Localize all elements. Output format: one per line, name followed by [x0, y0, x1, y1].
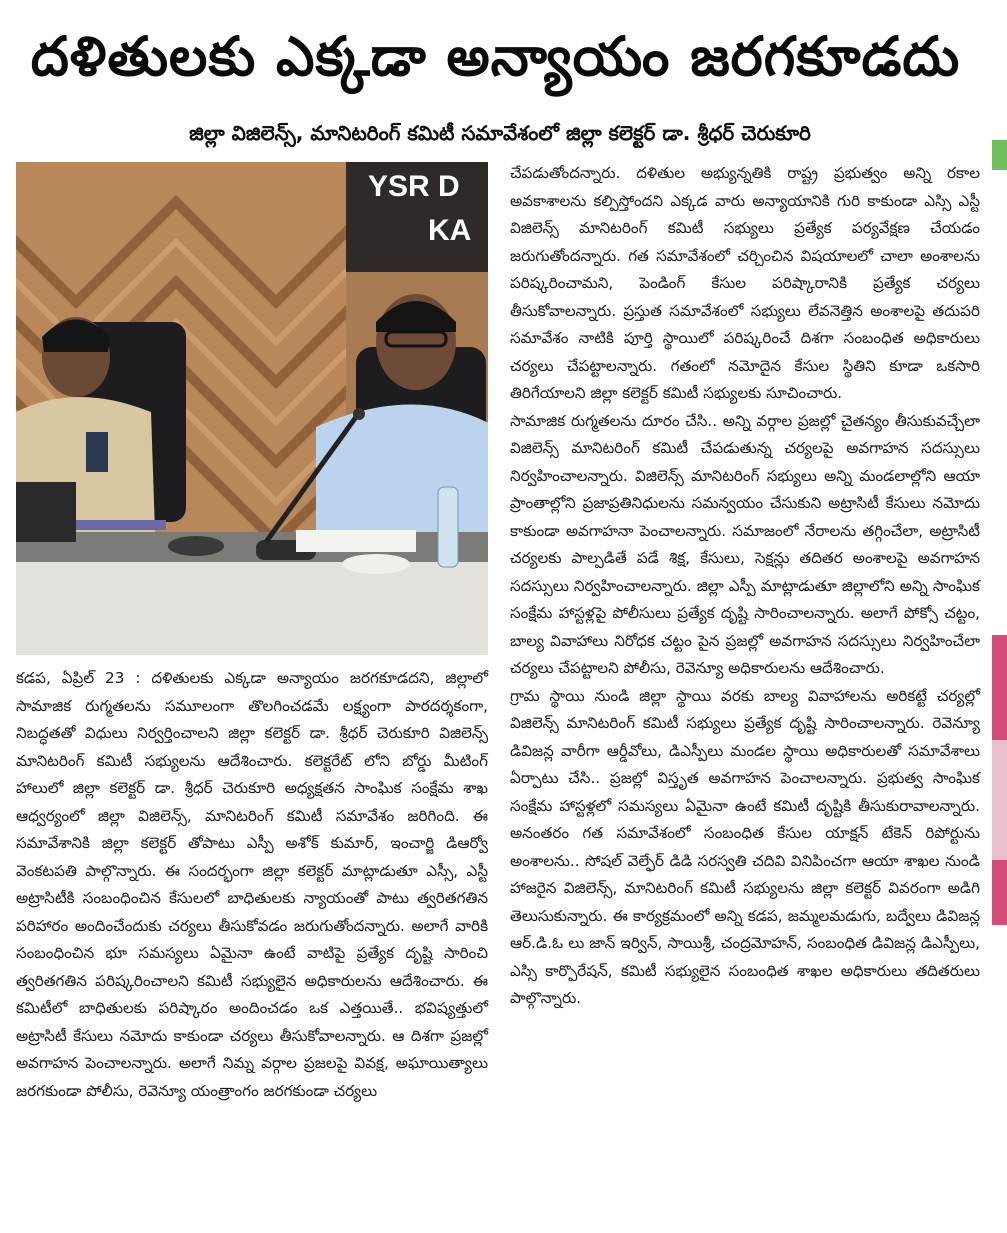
wall-sign-line1: YSR D — [368, 170, 460, 203]
subheadline: జిల్లా విజిలెన్స్, మానిటరింగ్ కమిటీ సమావేశంలో జిల్లా కలెక్టర్ డా. శ్రీధర్ చెరుకూరి — [189, 121, 811, 145]
adjacent-article-edge — [992, 140, 1007, 1230]
news-photo — [16, 162, 488, 655]
article-paragraph: చేపడుతోందన్నారు. దళితుల అభ్యున్నతికి రాష్ట్ర ప్రభుత్వం అన్ని రకాల అవకాశాలను కల్పిస్తోందని ఎక్కడ వారు అన్యాయానికి గురి కాకుండా ఎస్సి ఎస్టీ విజిలెన్స్ మానిటరింగ్ కమిటీ సభ్యులు ప్రత్యేక పర్యవేక్షణ చేయడం జరుగుతోందన్నారు. గత సమావేశంలో చర్చించిన విషయాలలో చాలా అంశాలను పరిష్కరించామని, పెండింగ్ కేసుల పరిష్కారానికి ప్రత్యేక చర్యలు తీసుకోవాలన్నారు. ప్రస్తుత సమావేశంలో సభ్యులు లేవనెత్తిన అంశాలపై తదుపరి సమావేశం నాటికి పూర్తి స్థాయిలో పరిష్కరించే దిశగా సంబంధిత అధికారులు చర్యలు చేపట్టాలన్నారు. గతంలో నమోదైన కేసుల స్థితిని కూడా ఒకసారి తిరిగేయాలని జిల్లా కలెక్టర్ కమిటీ సభ్యులకు సూచించారు. — [510, 164, 980, 402]
headline: దళితులకు ఎక్కడా అన్యాయం జరగకూడదు — [30, 25, 961, 88]
article-column-right — [510, 160, 980, 1225]
article-paragraph: గ్రామ స్థాయి నుండి జిల్లా స్థాయి వరకు బాల్య వివాహాలను అరికట్టే చర్యల్లో విజిలెన్స్ మానిటరింగ్ కమిటీ సభ్యులు ప్రత్యేక దృష్టి సారించాలన్నారు. రెవెన్యూ డివిజన్ల వారీగా ఆర్డీవోలు, డిఎస్పీలు మండల స్థాయి అధికారులతో సమావేశాలు ఏర్పాటు చేసి.. ప్రజల్లో విస్తృత అవగాహన పెంచాలన్నారు. ప్రభుత్వ సాంఘిక సంక్షేమ హాస్టళ్లలో సమస్యలు ఏమైనా ఉంటే కమిటీ దృష్టికి తీసుకురావాలన్నారు. అనంతరం గత సమావేశంలో సంబంధిత కేసుల యాక్షన్ టేకెన్ రిపోర్టును అంశాలను.. సోషల్ వెల్ఫేర్ డిడి సరస్వతి చదివి వినిపించగా ఆయా శాఖల నుండి హాజరైన విజిలెన్స్, మానిటరింగ్ కమిటీ సభ్యులను జిల్లా కలెక్టర్ వివరంగా అడిగి తెలుసుకున్నారు. ఈ కార్యక్రమంలో అన్ని కడప, జమ్మలమడుగు, బద్వేలు డివిజన్ల ఆర్.డి.ఓ లు జాన్ ఇర్విన్, సాయిశ్రీ, చంద్రమోహన్, సంబంధిత డివిజన్ల డిఎస్పీలు, ఎస్సి కార్పొరేషన్, కమిటీ సభ్యులైన సంబంధిత శాఖల అధికారులు తదితరులు పాల్గొన్నారు. — [510, 686, 980, 1007]
article-paragraph: కడప, ఏప్రిల్ 23 : దళితులకు ఎక్కడా అన్యాయం జరగకూడదని, జిల్లాలో సామాజిక రుగ్మతలను సమూలంగా తొలగించడమే లక్ష్యంగా పారదర్శకంగా, నిబద్ధతతో విధులు నిర్వర్తించాలని జిల్లా కలెక్టర్ డా. శ్రీధర్ చెరుకూరి విజిలెన్స్ మానిటరింగ్ కమిటీ సభ్యులను ఆదేశించారు. కలెక్టరేట్ లోని బోర్డు మీటింగ్ హాలులో జిల్లా కలెక్టర్ డా. శ్రీధర్ చెరుకూరి అధ్యక్షతన సాంఘిక సంక్షేమ శాఖ ఆధ్వర్యంలో జిల్లా విజిలెన్స్, మానిటరింగ్ కమిటీ సమావేశం జరిగింది. ఈ సమావేశానికి జిల్లా కలెక్టర్ తోపాటు ఎస్పీ అశోక్ కుమార్, ఇంచార్జి డిఆర్వో వెంకటపతి పాల్గొన్నారు. ఈ సందర్భంగా జిల్లా కలెక్టర్ మాట్లాడుతూ ఎస్సీ, ఎస్టీ అట్రాసిటీకి సంబంధించిన కేసులలో బాధితులకు న్యాయంతో పాటు త్వరితగతిన పరిహారం అందించేందుకు చర్యలు తీసుకోవడం జరుగుతోందన్నారు. అలాగే వారికి సంబంధించిన భూ సమస్యలు ఏమైనా ఉంటే వాటిపై ప్రత్యేక దృష్టి సారించి త్వరితగతిన పరిష్కరించాలని కమిటీ సభ్యులైన అధికారులను ఆదేశించారు. ఈ కమిటీలో బాధితులకు పరిష్కారం అందించడం ఒక ఎత్తయితే.. భవిష్యత్తులో అట్రాసిటీ కేసులు నమోదు కాకుండా చర్యలు తీసుకోవాలన్నారు. ఆ దిశగా ప్రజల్లో అవగాహన పెంచాలన్నారు. అలాగే నిమ్న వర్గాల ప్రజలపై వివక్ష, అఘాయిత్యాలు జరగకుండా పోలీసు, రెవెన్యూ యంత్రాంగం జరగకుండా చర్యలు — [16, 669, 488, 1100]
article-paragraph: సామాజిక రుగ్మతలను దూరం చేసి.. అన్ని వర్గాల ప్రజల్లో చైతన్యం తీసుకువచ్చేలా విజిలెన్స్ మానిటరింగ్ కమిటీ చేపడుతున్న చర్యలపై అవగాహన సదస్సులు నిర్వహించాలన్నారు. విజిలెన్స్ మానిటరింగ్ సభ్యులు అన్ని మండలాల్లోని ఆయా ప్రాంతాల్లోని ప్రజాప్రతినిధులను సమన్వయం చేసుకుని అట్రాసిటీ కేసులు నమోదు కాకుండా అవగాహనా పెంచాలన్నారు. సమాజంలో నేరాలను తగ్గించేలా, అట్రాసిటీ చర్యలకు పాల్పడితే పడే శిక్ష, కేసులు, సెక్షన్లు తదితర అంశాలపై అవగాహన సదస్సులు నిర్వహించాలన్నారు. జిల్లా ఎస్పీ మాట్లాడుతూ జిల్లాలోని అన్ని సాంఘిక సంక్షేమ హాస్టళ్లపై పోలీసులు ప్రత్యేక దృష్టి సారించాలన్నారు. అలాగే పోక్సో చట్టం, బాల్య వివాహాలు నిరోధక చట్టం పైన ప్రజల్లో అవగాహన సదస్సులు నిర్వహించేలా చర్యలు చేపట్టాలని పోలీసు, రెవెన్యూ అధికారులను ఆదేశించారు. — [510, 411, 980, 677]
article-column-left — [16, 665, 488, 1225]
wall-sign-line2: KA — [428, 214, 472, 247]
